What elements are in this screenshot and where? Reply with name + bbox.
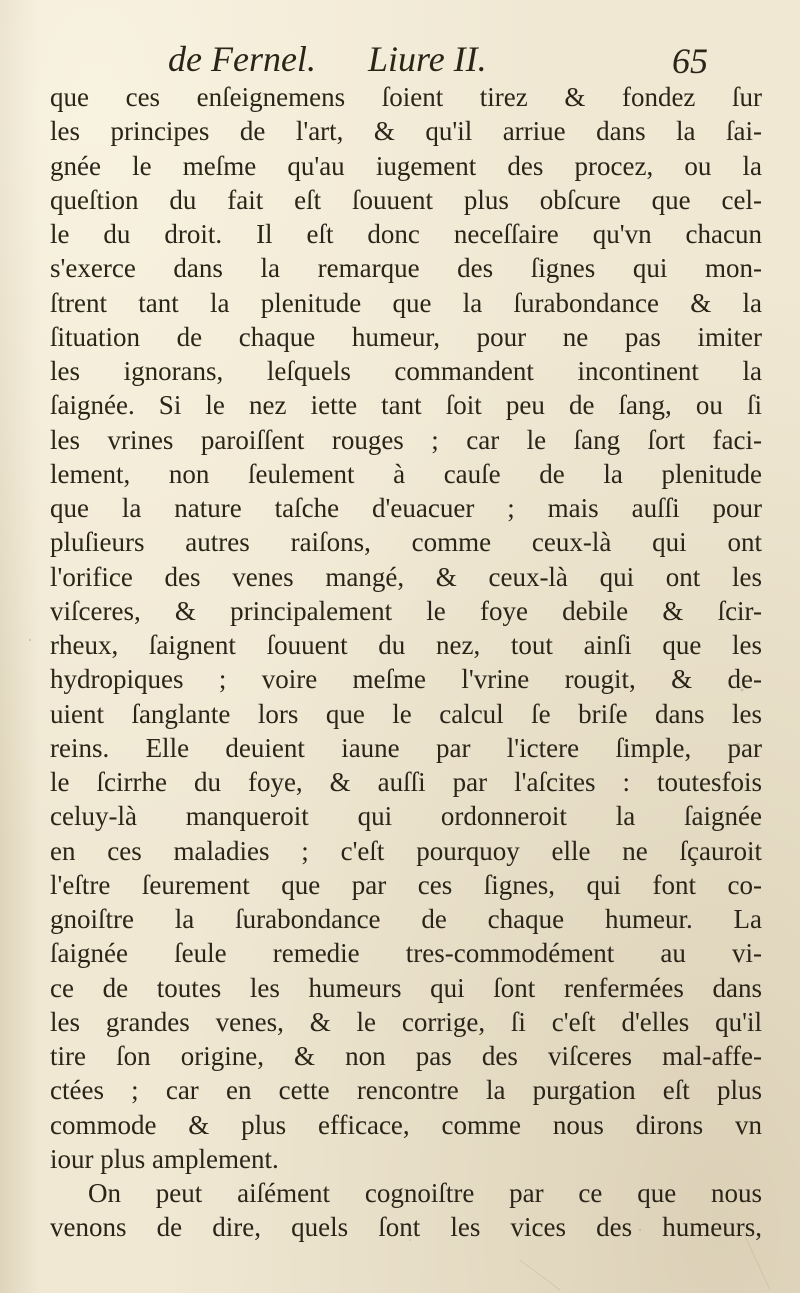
text-line: celuy-là manqueroit qui ordonneroit la ſaignée — [50, 801, 762, 832]
paragraph-start-line: On peut aiſément cognoiſtre par ce que nous — [88, 1178, 762, 1208]
text-line: les grandes venes, & le corrige, ſi c'eſt d'elles qu'il — [50, 1006, 762, 1037]
text-line: venons de dire, quels ſont les vices des humeurs, — [50, 1212, 762, 1243]
header-author: de Fernel. — [168, 39, 316, 79]
text-line: gnoiſtre la ſurabondance de chaque humeur. La — [50, 904, 762, 934]
text-line: hydropiques ; voire meſme l'vrine rougit, & de- — [50, 664, 762, 695]
text-line: les vrines paroiſſent rouges ; car le ſang ſort faci- — [50, 424, 762, 455]
text-line: le ſcirrhe du foye, & auſſi par l'aſcites : toutesfois — [50, 767, 762, 797]
text-line: reins. Elle deuient iaune par l'ictere ſimple, par — [50, 732, 762, 763]
text-line: ce de toutes les humeurs qui ſont renfermées dans — [50, 972, 762, 1003]
text-line: ſaignée. Si le nez iette tant ſoit peu de ſang, ou ſi — [50, 390, 762, 421]
text-line: les principes de l'art, & qu'il arriue dans la ſai- — [50, 116, 762, 147]
text-line: viſceres, & principalement le foye debile & ſcir- — [50, 595, 762, 626]
text-line: commode & plus efficace, comme nous dirons vn — [50, 1109, 762, 1140]
text-line: queſtion du fait eſt ſouuent plus obſcure que cel- — [50, 184, 762, 215]
page-number: 65 — [672, 41, 708, 81]
text-line: lement, non ſeulement à cauſe de la plenitude — [50, 458, 762, 489]
text-line: les ignorans, leſquels commandent incontinent la — [50, 356, 762, 386]
text-line: pluſieurs autres raiſons, comme ceux-là qui ont — [50, 527, 762, 558]
header-book: Liure II. — [368, 39, 487, 79]
text-line: l'eſtre ſeurement que par ces ſignes, qui font co- — [50, 869, 762, 900]
text-line: le du droit. Il eſt donc neceſſaire qu'vn chacun — [50, 219, 762, 249]
text-line: rheux, ſaignent ſouuent du nez, tout ainſi que les — [50, 630, 762, 660]
running-header — [168, 38, 708, 86]
text-line: ſtrent tant la plenitude que la ſurabondance & la — [50, 287, 762, 318]
text-line: en ces maladies ; c'eſt pourquoy elle ne ſçauroit — [50, 835, 762, 866]
text-line: ctées ; car en cette rencontre la purgation eſt plus — [50, 1075, 762, 1106]
body-text — [50, 80, 762, 1245]
text-line: s'exerce dans la remarque des ſignes qui mon- — [50, 253, 762, 284]
text-line: tire ſon origine, & non pas des viſceres mal-affe- — [50, 1041, 762, 1071]
text-line: l'orifice des venes mangé, & ceux-là qui ont les — [50, 561, 762, 592]
text-line: ſituation de chaque humeur, pour ne pas imiter — [50, 321, 762, 352]
text-line: uient ſanglante lors que le calcul ſe briſe dans les — [50, 698, 762, 729]
text-line: iour plus amplement. — [50, 1143, 279, 1174]
text-line: que la nature taſche d'euacuer ; mais auſſi pour — [50, 493, 762, 523]
text-line: gnée le meſme qu'au iugement des procez, ou la — [50, 150, 762, 181]
text-line: que ces enſeignemens ſoient tirez & fondez ſur — [50, 82, 762, 112]
text-line: ſaignée ſeule remedie tres-commodément au vi- — [50, 938, 762, 969]
